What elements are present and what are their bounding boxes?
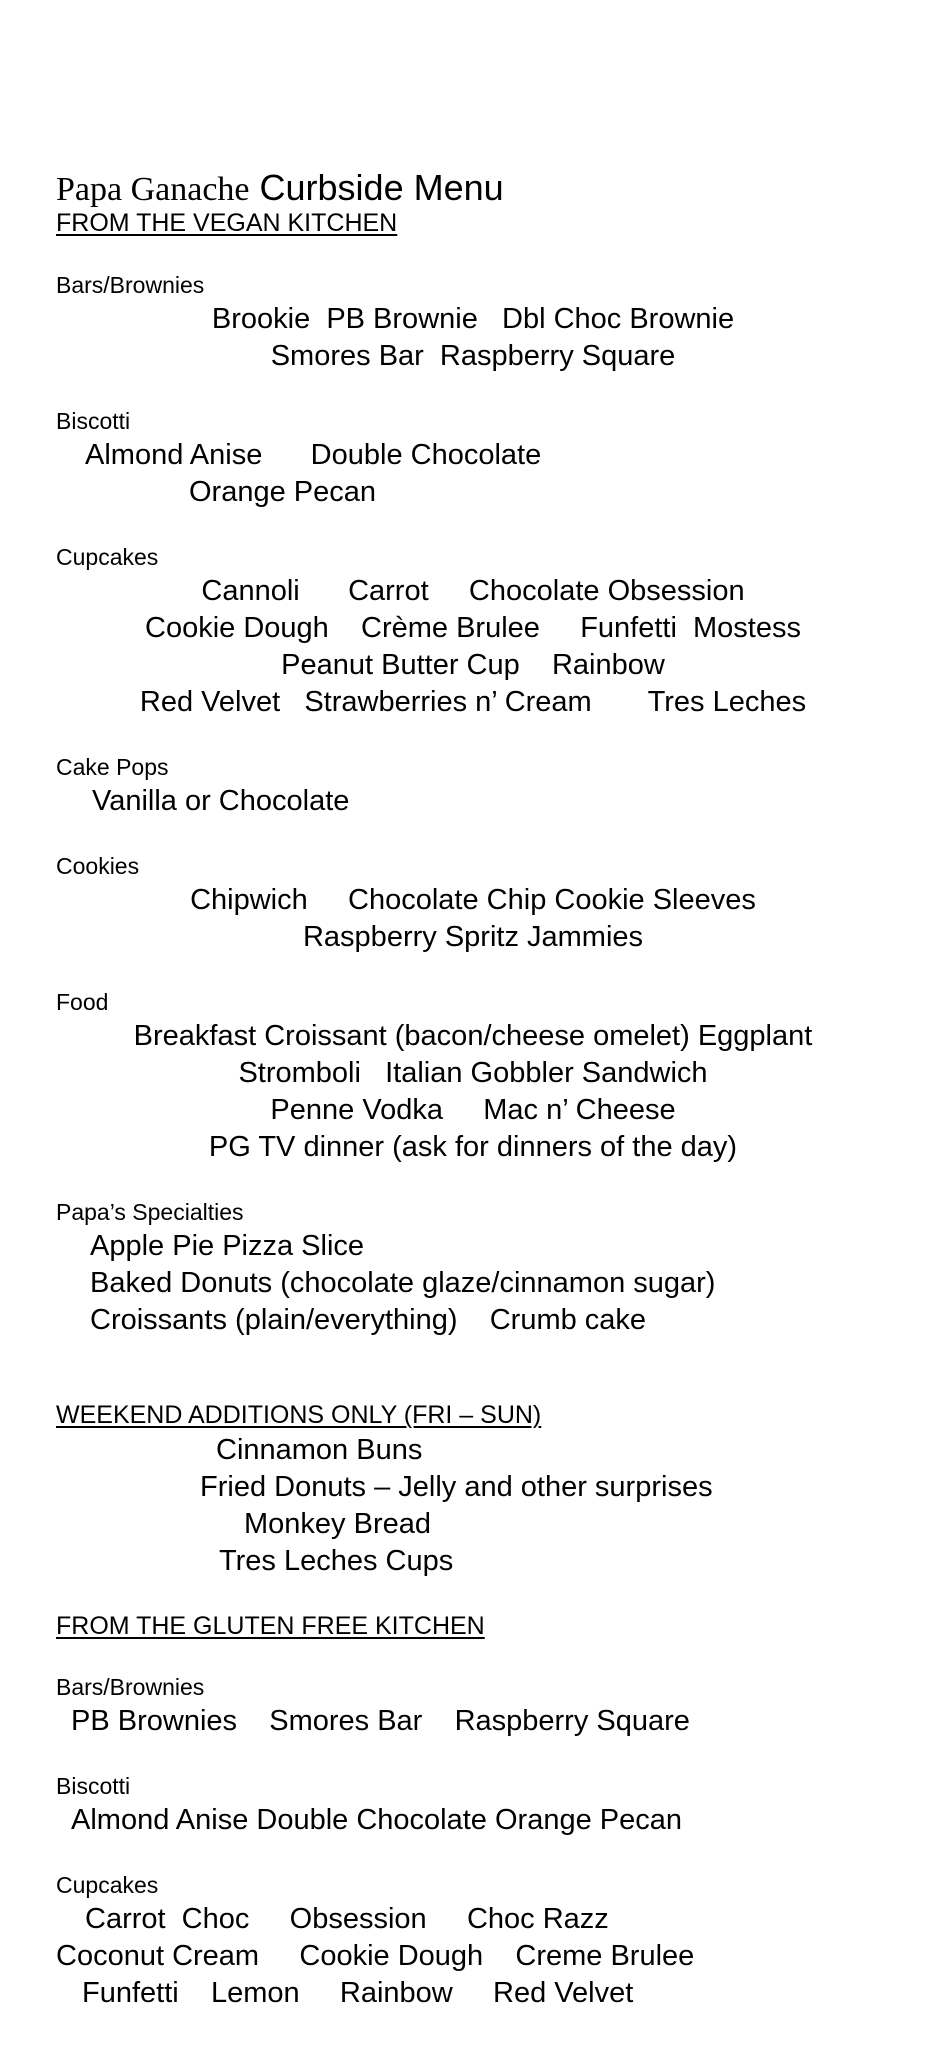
- gf-bars-label: Bars/Brownies: [56, 1674, 205, 1700]
- weekend-line: Tres Leches Cups: [219, 1545, 454, 1577]
- gf-cupcakes-line: Funfetti Lemon Rainbow Red Velvet: [82, 1977, 634, 2009]
- weekend-line: Cinnamon Buns: [216, 1434, 423, 1466]
- weekend-heading: WEEKEND ADDITIONS ONLY (FRI – SUN): [56, 1401, 542, 1429]
- vegan-cupcakes-line: Red Velvet Strawberries n’ Cream Tres Leches: [139, 686, 807, 718]
- gf-bars-line: PB Brownies Smores Bar Raspberry Square: [71, 1705, 690, 1737]
- vegan-food-label: Food: [56, 989, 109, 1015]
- vegan-biscotti-line: Almond Anise Double Chocolate: [85, 439, 542, 471]
- weekend-line: Monkey Bread: [244, 1508, 431, 1540]
- vegan-bars-line: Smores Bar Raspberry Square: [270, 340, 676, 372]
- vegan-biscotti-label: Biscotti: [56, 408, 131, 434]
- vegan-specialties-label: Papa’s Specialties: [56, 1199, 244, 1225]
- page-title: [56, 167, 504, 208]
- vegan-cupcakes-line: Cannoli Carrot Chocolate Obsession: [201, 575, 745, 607]
- vegan-cookies-line: Raspberry Spritz Jammies: [302, 921, 644, 953]
- vegan-biscotti-line: Orange Pecan: [189, 476, 377, 508]
- vegan-kitchen-heading: FROM THE VEGAN KITCHEN: [56, 209, 398, 237]
- gf-biscotti-line: Almond Anise Double Chocolate Orange Pecan: [71, 1804, 682, 1836]
- vegan-food-line: Stromboli Italian Gobbler Sandwich: [238, 1057, 708, 1089]
- vegan-cookies-label: Cookies: [56, 853, 140, 879]
- gf-cupcakes-line: Coconut Cream Cookie Dough Creme Brulee: [56, 1940, 695, 1972]
- vegan-specialties-line: Apple Pie Pizza Slice: [90, 1230, 365, 1262]
- vegan-food-line: Breakfast Croissant (bacon/cheese omelet) Eggplant: [133, 1020, 813, 1052]
- vegan-specialties-line: Croissants (plain/everything) Crumb cake: [90, 1304, 647, 1336]
- vegan-specialties-line: Baked Donuts (chocolate glaze/cinnamon sugar): [90, 1267, 716, 1299]
- vegan-cupcakes-label: Cupcakes: [56, 544, 159, 570]
- brand-name: Papa Ganache: [56, 171, 250, 208]
- vegan-cookies-line: Chipwich Chocolate Chip Cookie Sleeves: [190, 884, 756, 916]
- vegan-cakepops-line: Vanilla or Chocolate: [92, 785, 350, 817]
- vegan-bars-line: Brookie PB Brownie Dbl Choc Brownie: [211, 303, 735, 335]
- title-suffix: Curbside Menu: [249, 167, 504, 208]
- gf-cupcakes-line: Carrot Choc Obsession Choc Razz: [85, 1903, 609, 1935]
- gf-biscotti-label: Biscotti: [56, 1773, 131, 1799]
- gluten-free-kitchen-heading: FROM THE GLUTEN FREE KITCHEN: [56, 1612, 485, 1640]
- vegan-bars-label: Bars/Brownies: [56, 272, 205, 298]
- gf-cupcakes-label: Cupcakes: [56, 1872, 159, 1898]
- vegan-food-line: Penne Vodka Mac n’ Cheese: [270, 1094, 676, 1126]
- vegan-food-line: PG TV dinner (ask for dinners of the day): [208, 1131, 738, 1163]
- weekend-line: Fried Donuts – Jelly and other surprises: [200, 1471, 713, 1503]
- vegan-cupcakes-line: Cookie Dough Crème Brulee Funfetti Mostess: [145, 612, 801, 644]
- vegan-cupcakes-line: Peanut Butter Cup Rainbow: [281, 649, 665, 681]
- vegan-cakepops-label: Cake Pops: [56, 754, 169, 780]
